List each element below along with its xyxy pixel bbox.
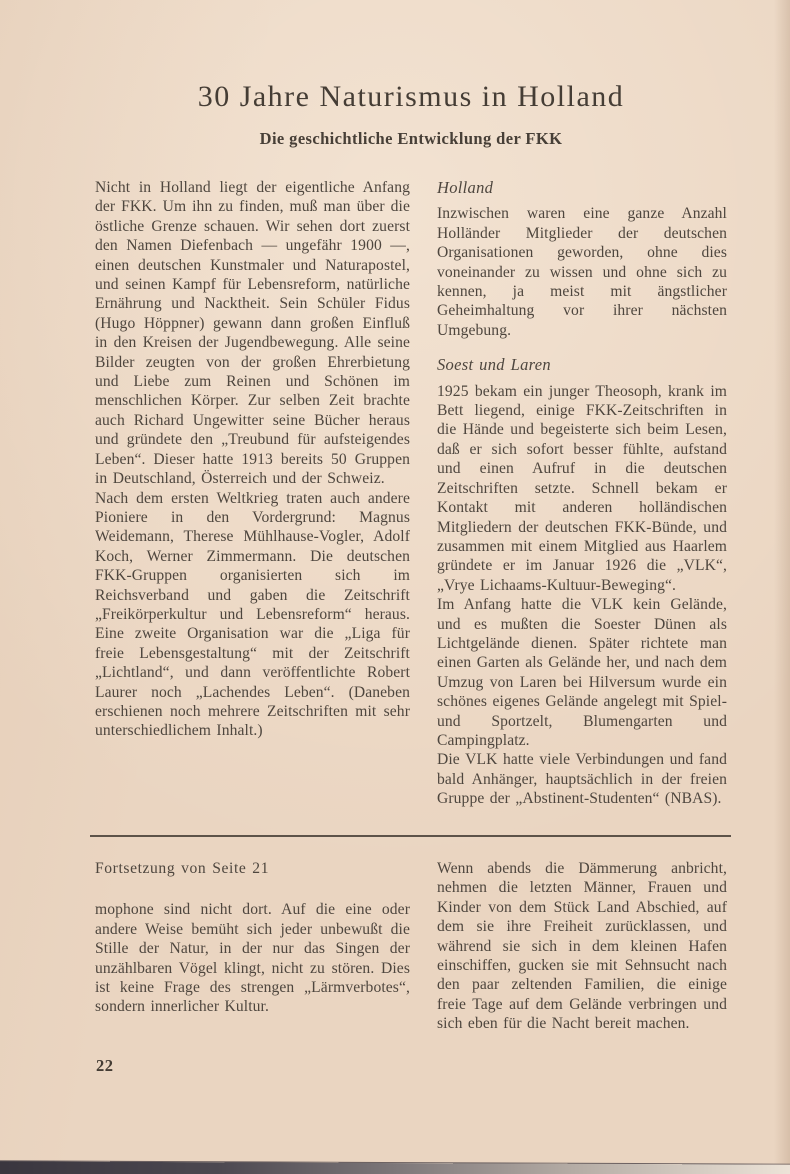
right-paragraph-4: Die VLK hatte viele Verbindungen und fand bald Anhänger, hauptsächlich in der freien Gruppe der „Abstinent-Studenten“ (NBAS). [437,751,727,808]
article-subtitle: Die geschichtliche Entwicklung der FKK [259,129,563,148]
page-edge-shadow [774,0,790,1174]
right-paragraph-2: 1925 bekam ein junger Theosoph, krank im Bett liegend, einige FKK-Zeitschriften in die Hände und begeisterte sich beim Lesen, daß er sich sofort besser fühlte, aufstand und einen Aufruf in die deutschen Zeitschriften setzte. Schnell bekam er Kontakt mit anderen holländischen Mitgliedern der deutschen FKK-Bünde, und zusammen mit einem Mitglied aus Haarlem gründete er im Januar 1926 die „VLK“, „Vrye Lichaams-Kultuur-Beweging“. [437,382,727,594]
article-title: 30 Jahre Naturismus in Holland [197,80,625,113]
article-columns [95,178,727,809]
left-paragraph-2: Nach dem ersten Weltkrieg traten auch andere Pioniere in den Vordergrund: Magnus Weidemann, Therese Mühlhause-Vogler, Adolf Koch, Werner Zimmermann. Die deutschen FKK-Gruppen organisierten sich im Reichsverband und gaben die Zeitschrift „Freikörperkultur und Lebensreform“ heraus. Eine zweite Organisation war die „Liga für freie Lebensgestaltung“ mit der Zeitschrift „Lichtland“, und dann veröffentlichte Robert Laurer noch „Lachendes Leben“. (Daneben erschienen noch mehrere Zeitschriften mit sehr unterschiedlichem Inhalt.) [95,489,410,740]
continuation-column-right [437,859,727,1034]
page-number: 22 [96,1056,114,1075]
continuation-section [95,859,727,1034]
article-column-right [437,178,727,809]
right-paragraph-3: Im Anfang hatte die VLK kein Gelände, und es mußten die Soester Dünen als Lichtgelände dienen. Später richtete man einen Garten als Gelände her, und nach dem Umzug von Laren bei Hilversum wurde ein schönes eigenes Gelände angelegt mit Spiel- und Sportzelt, Blumengarten und Campingplatz. [437,596,727,749]
article-column-left [95,178,410,809]
section-divider-rule [90,835,731,837]
page-content [95,0,727,809]
continuation-column-left [95,859,410,1034]
section-heading-holland: Holland [437,178,494,197]
scan-bottom-edge [0,1161,790,1174]
left-paragraph-1: Nicht in Holland liegt der eigentliche Anfang der FKK. Um ihn zu finden, muß man über die östliche Grenze schauen. Wir sehen dort zuerst den Namen Diefenbach — ungefähr 1900 —, einen deutschen Kunstmaler und Naturapostel, und seinen Kampf für Lebensreform, natürliche Ernährung und Nacktheit. Sein Schüler Fidus (Hugo Höppner) gewann dann großen Einfluß in den Kreisen der Jugendbewegung. Alle seine Bilder zeugten von der großen Ehrerbietung und Liebe zum Reinen und Schönen im menschlichen Körper. Zur selben Zeit brachte auch Richard Ungewitter seine Bücher heraus und gründete den „Treubund für aufsteigendes Leben“. Dieser hatte 1913 bereits 50 Gruppen in Deutschland, Österreich und der Schweiz. [95,179,410,488]
right-paragraph-1: Inzwischen waren eine ganze Anzahl Holländer Mitglieder der deutschen Organisationen geworden, ohne dies voneinander zu wissen und ohne sich zu kennen, ja meist mit ängstlicher Geheimhaltung vor ihrer nächsten Umgebung. [437,205,727,339]
section-heading-soest-und-laren: Soest und Laren [437,355,551,375]
continuation-label: Fortsetzung von Seite 21 [95,860,270,877]
continuation-paragraph-left: mophone sind nicht dort. Auf die eine oder andere Weise bemüht sich jeder unbewußt die Stille der Natur, in der nur das Singen der unzählbaren Vögel klingt, nicht zu stören. Dies ist keine Frage des strengen „Lärmverbotes“, sondern innerlicher Kultur. [95,901,410,1016]
continuation-paragraph-right: Wenn abends die Dämmerung anbricht, nehmen die letzten Männer, Frauen und Kinder von dem Stück Land Abschied, auf dem sie ihre Freiheit zurücklassen, und während sie sich in dem kleinen Hafen einschiffen, gucken sie mit Sehnsucht nach den paar zeltenden Familien, die einige freie Tage auf dem Gelände verbringen und sich eben für die Nacht bereit machen. [437,860,727,1033]
